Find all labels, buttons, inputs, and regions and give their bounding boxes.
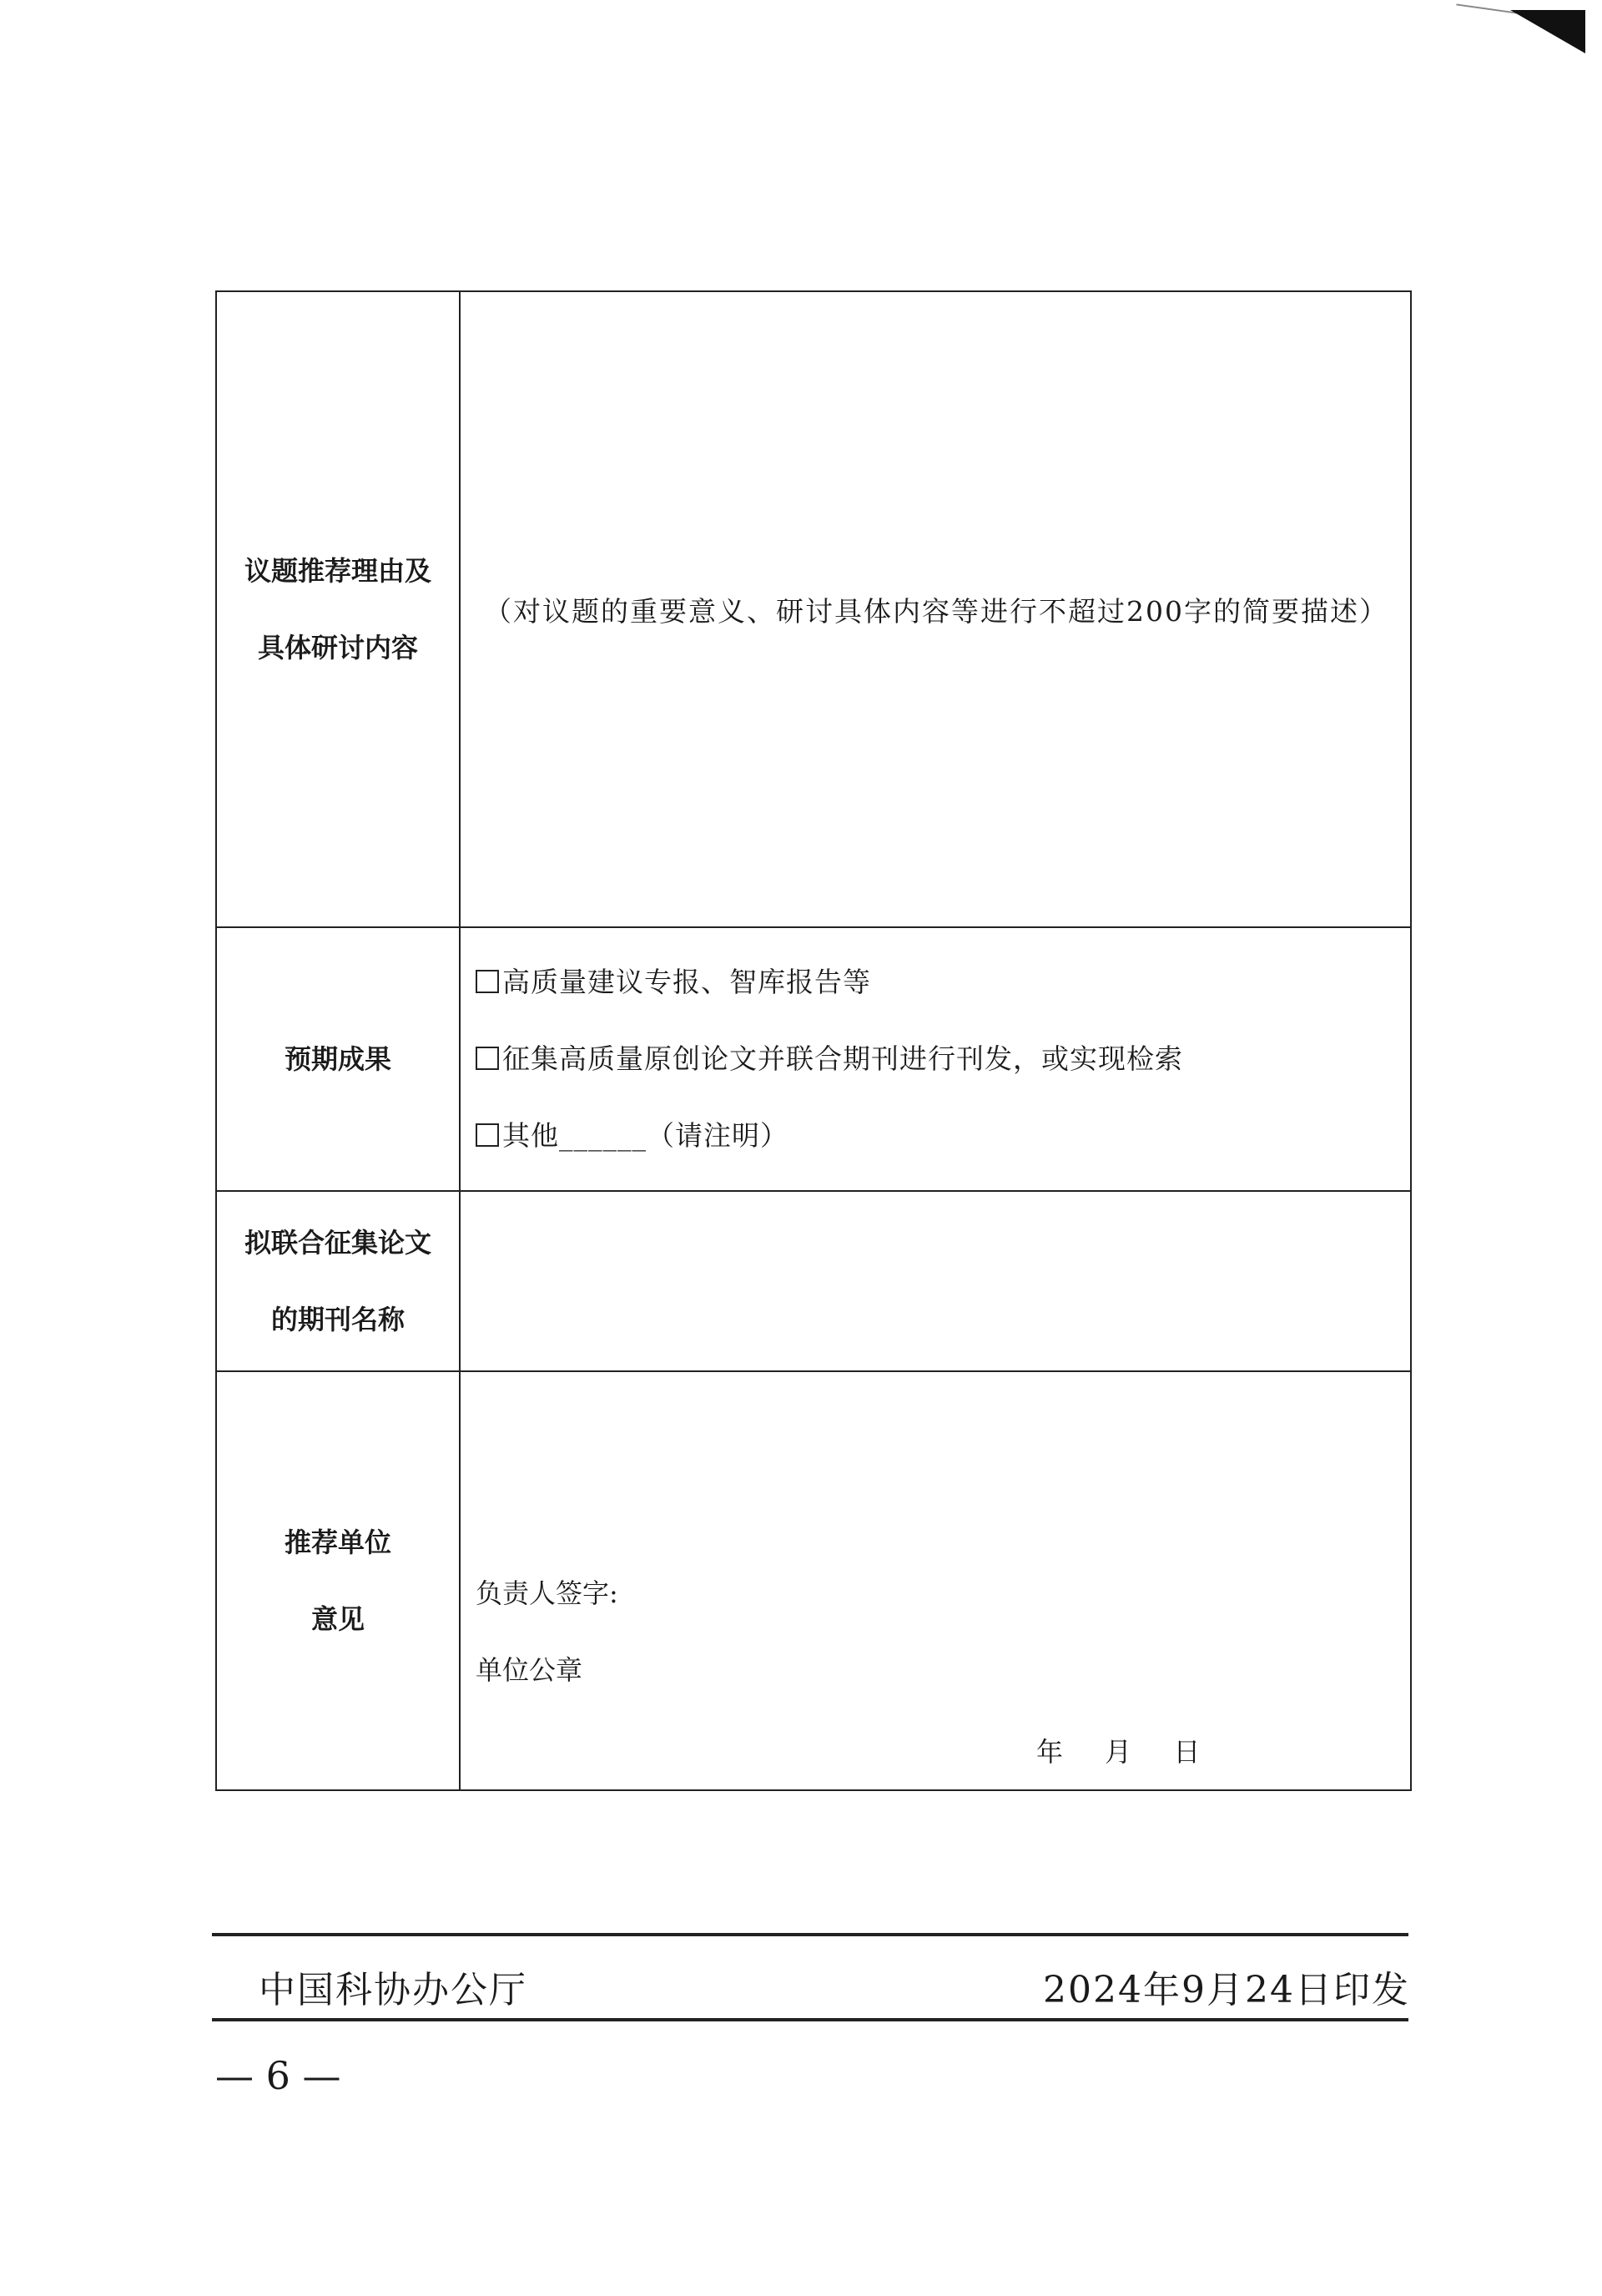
option-journal-papers[interactable]: 征集高质量原创论文并联合期刊进行刊发，或实现检索: [476, 1021, 1410, 1098]
footer-top-rule: [212, 1933, 1408, 1936]
reason-content-field[interactable]: [460, 291, 1411, 927]
label-reason-content: 议题推荐理由及 具体研讨内容: [216, 291, 460, 927]
checkbox-icon[interactable]: [476, 970, 499, 993]
issuer-name: 中国科协办公厅: [259, 1969, 527, 2011]
table-row-expected-results: [216, 927, 1411, 1191]
option-other[interactable]: 其他______（请注明）: [476, 1098, 1410, 1174]
checkbox-icon[interactable]: [476, 1047, 499, 1070]
page-number: — 6 —: [215, 2053, 341, 2098]
journal-name-field[interactable]: [460, 1191, 1411, 1371]
checkbox-icon[interactable]: [476, 1123, 499, 1147]
unit-opinion-content: [461, 1372, 1410, 1789]
issue-date: 2024年9月24日印发: [1043, 1969, 1410, 2011]
scan-artifact-corner: [1510, 10, 1585, 53]
table-row-journal-name: [216, 1191, 1411, 1371]
expected-results-options: [460, 927, 1411, 1191]
table-row-reason: [216, 291, 1411, 927]
option-think-tank-report[interactable]: 高质量建议专报、智库报告等: [476, 944, 1410, 1021]
reason-instruction: （对议题的重要意义、研讨具体内容等进行不超过200字的简要描述）: [484, 594, 1388, 628]
label-unit-opinion: 推荐单位 意见: [216, 1371, 460, 1790]
date-label: 年 月 日: [1036, 1736, 1201, 1768]
seal-label: 单位公章: [476, 1654, 583, 1686]
label-expected-results: 预期成果: [216, 927, 460, 1191]
unit-opinion-field[interactable]: [460, 1371, 1411, 1790]
label-journal-name: 拟联合征集论文 的期刊名称: [216, 1191, 460, 1371]
table-row-unit-opinion: [216, 1371, 1411, 1790]
footer-bottom-rule: [212, 2018, 1408, 2021]
signature-label: 负责人签字:: [476, 1577, 618, 1609]
recommendation-form-table: [215, 290, 1412, 1791]
